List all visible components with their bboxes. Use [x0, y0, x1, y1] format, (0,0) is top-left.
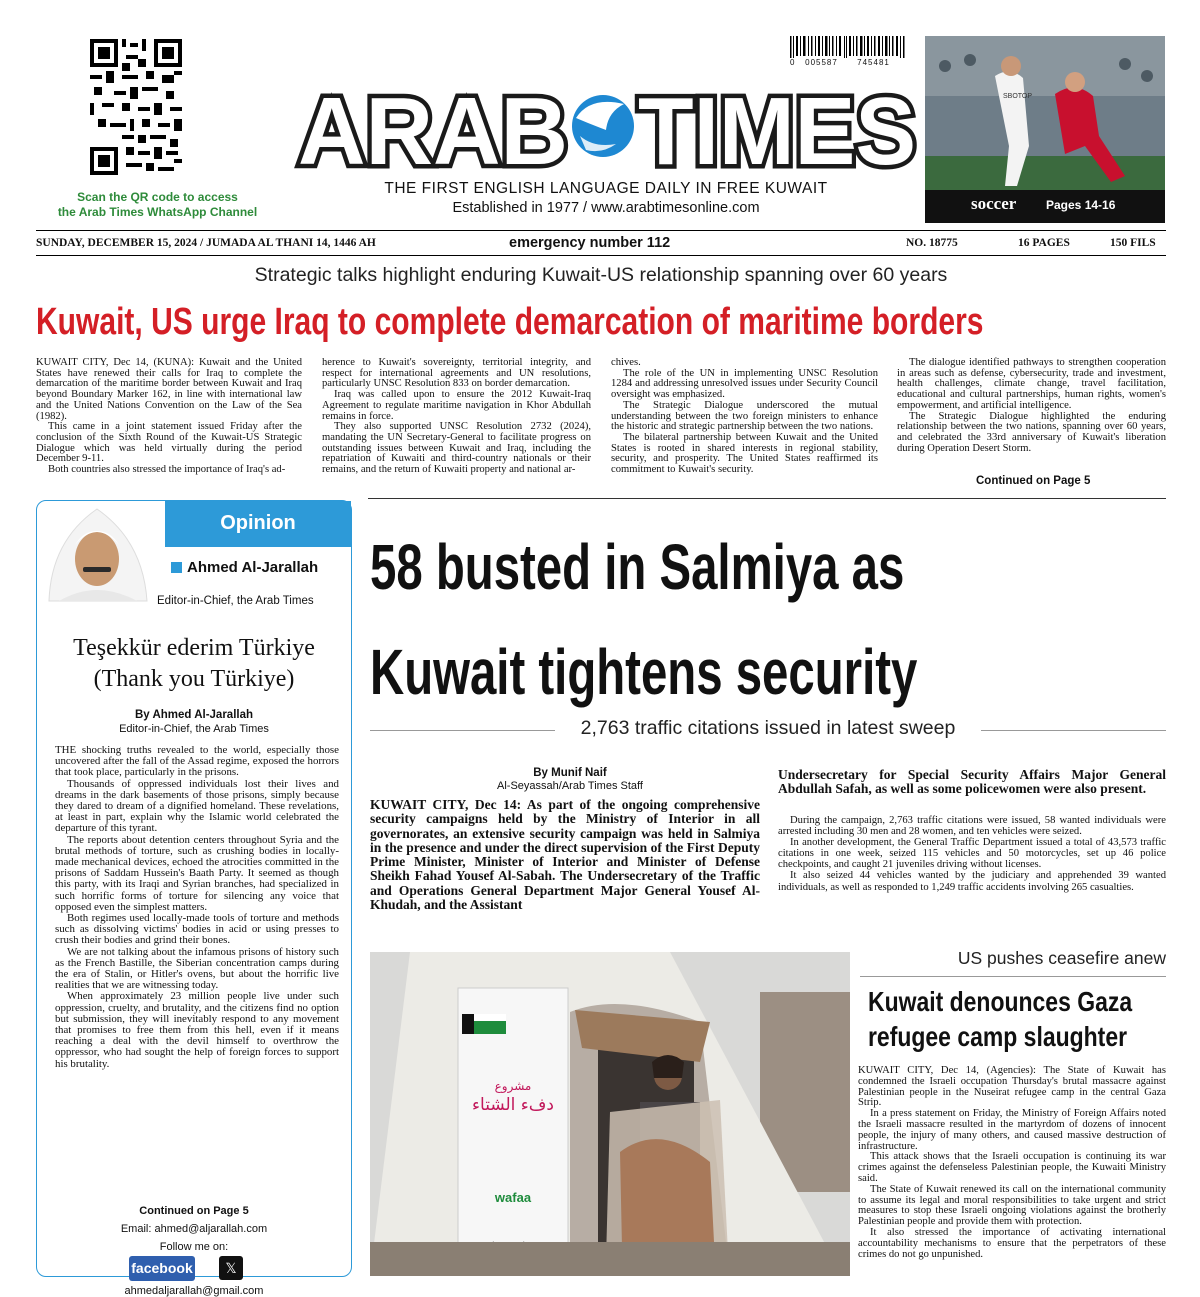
- opinion-handle[interactable]: ahmedaljarallah@gmail.com: [124, 1285, 264, 1297]
- lead-headline-line2: Kuwait tightens security: [370, 636, 918, 708]
- paragraph: During the campaign, 2,763 traffic citations were issued, 58 wanted individuals were arrested including 30 men and 28 women, and ten vehicles were seized.: [778, 815, 1166, 838]
- author-name: [187, 559, 318, 576]
- lead-headline[interactable]: [370, 515, 917, 725]
- arab-times-logo: [290, 78, 922, 185]
- promo-pages-label: Pages 14-16: [1046, 198, 1116, 212]
- opinion-banner: [165, 501, 351, 547]
- lead-kicker: [370, 717, 1166, 740]
- paragraph: THE shocking truths revealed to the world, especially those uncovered after the fall of the Assad regime, exposed the horrors that took place, particularly in the prisons.: [55, 744, 339, 779]
- dateline: SUNDAY, DECEMBER 15, 2024 / JUMADA AL THANI 14, 1446 AH: [36, 237, 376, 249]
- paragraph: They also supported UNSC Resolution 2732 (2024), mandating the UN Secretary-General to facilitate progress on outstanding issues between Kuwait and Iraq, including the repatriation of Kuwaiti and third-country nationals or their remains, and the return of Kuwaiti property and national ar-: [322, 421, 591, 476]
- rule: [36, 230, 1166, 231]
- paragraph: Iraq was called upon to ensure the 2012 Kuwait-Iraq Agreement to regulate maritime navigation in Khor Abdullah remains in force.: [322, 389, 591, 422]
- lead-headline-line1: 58 busted in Salmiya as: [370, 531, 905, 603]
- paragraph: The dialogue identified pathways to strengthen cooperation in areas such as defense, cybersecurity, trade and investment, health challenges, climate change, travel facilitation, educational and cultural partnerships, human rights, women's empowerment, and artificial intelligence.: [897, 357, 1166, 411]
- paragraph: Both regimes used locally-made tools of torture and methods such as dissolving victims' bodies in acid or using presses to crush their bodies and grind their bones.: [55, 912, 339, 947]
- paragraph: This attack shows that the Israeli occupation is continuing its war crimes against the defenseless Palestinian people, the Kuwaiti Ministry said.: [858, 1151, 1166, 1184]
- promo-soccer-label: soccer: [971, 194, 1017, 213]
- logo-word-times: TIMES: [638, 78, 916, 185]
- top-story-column-4: [897, 358, 1166, 454]
- gaza-headline[interactable]: [868, 984, 1132, 1054]
- paragraph: The Strategic Dialogue highlighted the enduring relationship between the two nations, spanning over 60 years, and celebrated the 33rd anniversary of Kuwait's liberation during Operation Desert Storm.: [897, 410, 1166, 454]
- paragraph: We are not talking about the infamous prisons of history such as the French Bastille, the Siberian concentration camps during the era of Stalin, or Hitler's ovens, but about the horrific live realities that we are witnessing today.: [55, 945, 339, 992]
- paragraph: The reports about detention centers throughout Syria and the brutal methods of torture, such as crushing bodies in locally-made mechanical devices, echoed the atrocities committed in the prisons of Saddam Hussein's Baath Party. It seemed as though this party, with its Iraqi and Syrian branches, had specialized in such horrific forms of torture for silencing any voice that opposed even the simplest matters.: [55, 833, 339, 913]
- soccer-promo-band[interactable]: [925, 190, 1165, 223]
- emergency-number: emergency number 112: [509, 235, 671, 251]
- paragraph: Both countries also stressed the importance of Iraq's ad-: [48, 464, 286, 476]
- lead-lede: KUWAIT CITY, Dec 14: As part of the ongoing comprehensive security campaigns held by the Ministry of Interior in all governorates, an extensive security campaign was held in Salmiya in the presence and under the direct supervision of the First Deputy Prime Minister, Minister of Interior and Minister of Defense Sheikh Fahad Yousef Al-Sabah. The Undersecretary of the Traffic and Operations General Department Major General Yousef Al-Khudah, and the Assistant: [370, 797, 760, 913]
- opinion-label: Opinion: [220, 512, 296, 534]
- gaza-body: [858, 1066, 1166, 1260]
- top-story-column-2: [322, 358, 591, 476]
- qr-code[interactable]: [90, 38, 182, 176]
- opinion-continued-link[interactable]: Continued on Page 5: [139, 1205, 249, 1217]
- paragraph: herence to Kuwait's sovereignty, territorial integrity, and respect for international agreements and UN resolutions, particularly UNSC Resolution 833 on border demarcation.: [322, 357, 591, 390]
- opinion-title-line1: Teşekkür ederim Türkiye: [73, 635, 315, 661]
- author-square-icon: [171, 562, 182, 573]
- rule: [368, 498, 1166, 499]
- price: 150 FILS: [1110, 237, 1156, 249]
- soccer-promo-photo[interactable]: [925, 36, 1165, 190]
- author-portrait: [39, 501, 157, 601]
- paragraph: In another development, the General Traffic Department issued a total of 43,573 traffic citations in one week, seized 115 vehicles and 50 motorcycles, set up 46 police checkpoints, and caught 21 juveniles driving without licenses.: [778, 837, 1166, 871]
- lead-byline: By Munif Naif: [533, 767, 607, 779]
- lead-byline-role: Al-Seyassah/Arab Times Staff: [497, 780, 643, 792]
- opinion-byline-role: Editor-in-Chief, the Arab Times: [119, 723, 269, 735]
- lead-body: [778, 815, 1166, 893]
- opinion-title[interactable]: [37, 633, 351, 695]
- lead-kicker-text: 2,763 traffic citations issued in latest sweep: [573, 717, 964, 739]
- lead-lede-continued: Undersecretary for Special Security Affairs Major General Abdullah Safah, as well as some policewomen were also present.: [778, 767, 1166, 797]
- rule: [860, 976, 1166, 977]
- qr-caption: [30, 190, 285, 220]
- opinion-title-line2: (Thank you Türkiye): [93, 666, 295, 692]
- tagline: THE FIRST ENGLISH LANGUAGE DAILY IN FREE KUWAIT: [384, 180, 828, 197]
- paragraph: This came in a joint statement issued Friday after the conclusion of the Sixth Round of the Kuwait-US Strategic Dialogue which was held virtually during the period December 9-11.: [36, 421, 302, 465]
- top-story-headline[interactable]: Kuwait, US urge Iraq to complete demarcation of maritime borders: [36, 301, 984, 343]
- qr-caption-line2: the Arab Times WhatsApp Channel: [57, 205, 258, 219]
- continued-link[interactable]: Continued on Page 5: [976, 475, 1091, 487]
- author-name-text: Ahmed Al-Jarallah: [187, 559, 319, 576]
- sign-brand: wafaa: [494, 1190, 532, 1205]
- opinion-email[interactable]: Email: ahmed@aljarallah.com: [120, 1223, 268, 1235]
- top-story-column-3: [611, 358, 878, 476]
- top-story-kicker: Strategic talks highlight enduring Kuwait-US relationship spanning over 60 years: [254, 264, 948, 286]
- established-line: Established in 1977 / www.arabtimesonline.com: [452, 200, 760, 216]
- logo-globe-icon: [572, 95, 634, 157]
- gaza-camp-photo[interactable]: [370, 952, 850, 1276]
- issue-number: NO. 18775: [906, 237, 958, 249]
- paragraph: In a press statement on Friday, the Ministry of Foreign Affairs noted the Israeli massacre resulted in the martyrdom of dozens of innocent people, the injury of many others, and caused massive destruction of infrastructure.: [858, 1108, 1166, 1152]
- paragraph: When approximately 23 million people live under such oppression, cruelty, and brutality, and the citizens find no option but submission, they will inevitably respond to any movement that promises to free them from this hell, even if it means reaching a deal with the devil himself to overthrow the oppressor, who had sought the help of foreign forces to support his brutality.: [55, 990, 339, 1070]
- qr-caption-line1: Scan the QR code to access: [77, 190, 238, 204]
- facebook-button[interactable]: facebook: [129, 1256, 195, 1281]
- barcode-digits: 0 005587 745481: [790, 58, 910, 67]
- paragraph: It also stressed the importance of activating international accountability mechanisms to ensure that the perpetrators of these crimes do not go unpunished.: [858, 1226, 1166, 1260]
- paragraph: It also seized 44 vehicles wanted by the judiciary and apprehended 39 wanted individuals, as well as responded to 1,249 traffic accidents involving 265 casualties.: [778, 870, 1166, 893]
- opinion-body: [55, 745, 339, 1070]
- svg-text:SBOTOP: SBOTOP: [1003, 93, 1033, 100]
- sign-text-2: دفء الشتاء: [472, 1095, 554, 1115]
- opinion-byline: By Ahmed Al-Jarallah: [134, 709, 253, 721]
- page-count: 16 PAGES: [1018, 237, 1070, 249]
- paragraph: Thousands of oppressed individuals lost their lives and dreams in the dark basements of those prisons, simply because they dared to dream of a dignified homeland. These revelations, at least in part, explain why the Islamic world celebrated the departure of this tyrant.: [55, 777, 339, 835]
- paragraph: The State of Kuwait renewed its call on the international community to assume its legal and moral responsibilities to take urgent and strict measures to stop these Israeli ongoing violations against the brotherly Palestinian people and provide them with protection.: [858, 1183, 1166, 1228]
- sign-text-1: مشروع: [494, 1079, 532, 1093]
- opinion-box: [36, 500, 352, 1297]
- gaza-headline-line1: Kuwait denounces Gaza: [868, 986, 1133, 1017]
- logo-word-arab: ARAB: [298, 78, 568, 185]
- follow-label: Follow me on:: [159, 1241, 229, 1253]
- paragraph: chives.: [611, 357, 641, 368]
- paragraph: KUWAIT CITY, Dec 14, (KUNA): Kuwait and the United States have renewed their calls for Iraq to complete the demarcation of the maritime border between Kuwait and Iraq beyond Boundary Marker 162, in line with international law and the United Nations Convention on the Law of the Sea (1982).: [36, 357, 302, 422]
- gaza-headline-line2: refugee camp slaughter: [868, 1021, 1128, 1052]
- gaza-kicker: US pushes ceasefire anew: [957, 948, 1166, 968]
- author-role: Editor-in-Chief, the Arab Times: [157, 595, 314, 607]
- x-icon[interactable]: 𝕏: [219, 1256, 243, 1280]
- rule: [36, 255, 1166, 256]
- paragraph: The role of the UN in implementing UNSC Resolution 1284 and addressing unresolved issues under Security Council oversight was emphasized.: [611, 367, 878, 401]
- paragraph: The bilateral partnership between Kuwait and the United States is rooted in shared interests in regional stability, security, and prosperity. The United States reaffirmed its commitment to Kuwait's security.: [611, 431, 878, 476]
- paragraph: The Strategic Dialogue underscored the mutual understanding between the two foreign ministers to enhance the historic and strategic partnership between the two nations.: [611, 399, 878, 433]
- paragraph: KUWAIT CITY, Dec 14, (Agencies): The State of Kuwait has condemned the Israeli occupation Thursday's brutal massacre against Palestinian people in the Nuseirat refugee camp in the central Gaza Strip.: [858, 1065, 1166, 1109]
- top-story-column-1: [36, 358, 302, 476]
